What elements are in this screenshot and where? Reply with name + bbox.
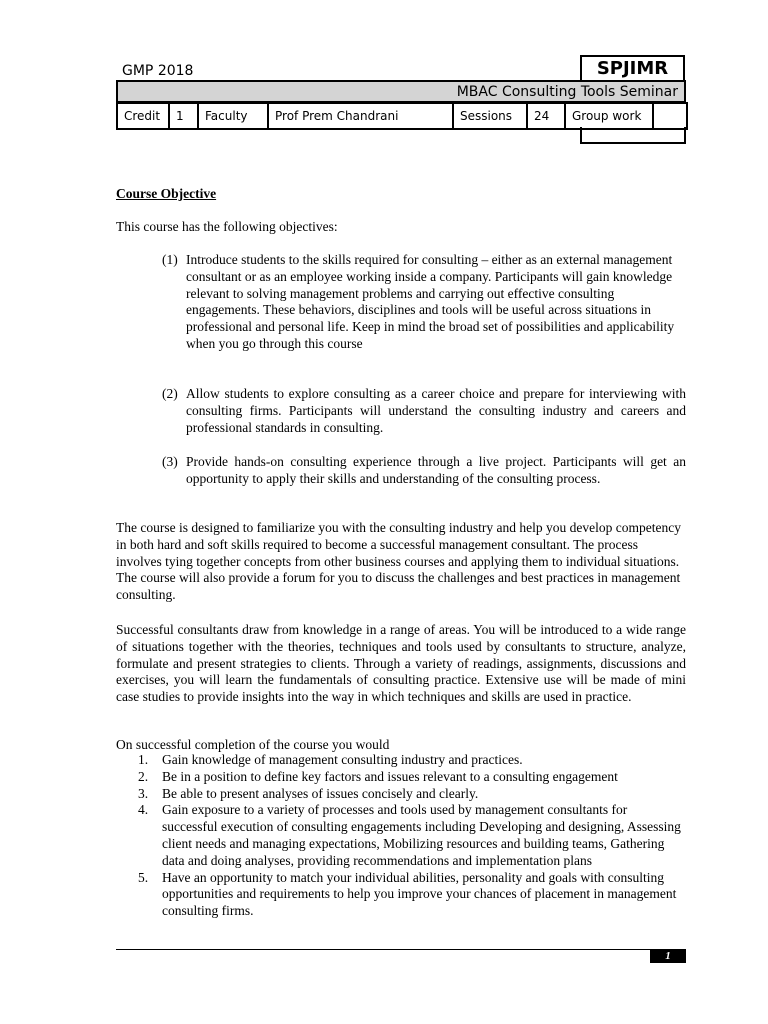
objective-number: (3) bbox=[162, 454, 178, 469]
objective-item bbox=[162, 386, 686, 436]
outcome-text: Be able to present analyses of issues concisely and clearly. bbox=[162, 785, 479, 801]
outcome-text: Gain knowledge of management consulting industry and practices. bbox=[162, 752, 523, 767]
objective-number: (2) bbox=[162, 386, 178, 401]
faculty-label: Faculty bbox=[198, 103, 268, 129]
outcomes-intro: On successful completion of the course you would bbox=[116, 737, 390, 752]
course-title: MBAC Consulting Tools Seminar bbox=[116, 80, 686, 103]
outcome-number: 1. bbox=[138, 752, 149, 767]
outcome-text: Have an opportunity to match your individual abilities, personality and goals with consulting opportunities and requirements to help you improve your chances of placement in management consulting firms. bbox=[162, 869, 677, 919]
outcome-text: Be in a position to define key factors and issues relevant to a consulting engagement bbox=[162, 768, 618, 784]
outcome-number: 4. bbox=[138, 802, 149, 818]
outcomes-list bbox=[138, 752, 686, 920]
objective-text: Introduce students to the skills required for consulting – either as an external management consultant or as an employee working inside a company. Participants will gain knowledge relevant to solving management problems and carrying out effective consulting engagements. These behaviors, disciplines and tools will be useful across situations in professional and personal life. Keep in mind the broad set of possibilities and applicability when you go through this course bbox=[186, 252, 675, 351]
outcome-item bbox=[138, 752, 686, 769]
group-work-value bbox=[653, 103, 687, 129]
objective-text: Allow students to explore consulting as a career choice and prepare for interviewing with consulting firms. Participants will understand the consulting industry and careers and professional standards in consulting. bbox=[186, 386, 686, 435]
faculty-value: Prof Prem Chandrani bbox=[268, 103, 453, 129]
credit-label: Credit bbox=[117, 103, 169, 129]
sessions-label: Sessions bbox=[453, 103, 527, 129]
course-info-row bbox=[117, 103, 687, 129]
course-info-table bbox=[116, 102, 688, 130]
header-tab-box bbox=[580, 127, 686, 144]
brand-logo-text: SPJIMR bbox=[580, 55, 685, 81]
group-work-label: Group work bbox=[565, 103, 653, 129]
outcome-item bbox=[138, 786, 686, 803]
sessions-value: 24 bbox=[527, 103, 565, 129]
section-heading: Course Objective bbox=[116, 186, 217, 201]
course-description-paragraph: The course is designed to familiarize you with the consulting industry and help you develop competency in both hard and soft skills required to become a successful management consultant. The process involves tying together concepts from other business courses and applying them to individual situations. The course will also provide a forum for you to discuss the challenges and best practices in management consulting. bbox=[116, 520, 681, 603]
objective-item bbox=[162, 252, 686, 353]
page-number: 1 bbox=[650, 950, 686, 963]
outcome-item bbox=[138, 802, 686, 869]
consultants-paragraph: Successful consultants draw from knowledge in a range of areas. You will be introduced to a wide range of situations together with the theories, techniques and tools used by consultants to structure, analyze, formulate and present strategies to clients. Through a variety of readings, assignments, discussions and exercises, you will learn the fundamentals of consulting practice. Extensive use will be made of mini case studies to provide insights into the way in which techniques and skills are used in practice. bbox=[116, 622, 686, 705]
objective-text: Provide hands-on consulting experience through a live project. Participants will get an opportunity to apply their skills and understanding of the consulting process. bbox=[186, 454, 686, 486]
outcome-number: 5. bbox=[138, 869, 149, 885]
program-label: GMP 2018 bbox=[122, 63, 194, 79]
objectives-intro: This course has the following objectives: bbox=[116, 219, 338, 234]
outcome-item bbox=[138, 769, 686, 786]
objective-number: (1) bbox=[162, 252, 178, 267]
outcome-number: 2. bbox=[138, 768, 149, 784]
outcome-number: 3. bbox=[138, 785, 149, 801]
outcome-item bbox=[138, 870, 686, 920]
footer-rule bbox=[116, 949, 686, 950]
credit-value: 1 bbox=[169, 103, 198, 129]
outcome-text: Gain exposure to a variety of processes and tools used by management consultants for successful execution of consulting engagements including Developing and designing, Assessing client needs and managing expectations, Mobilizing resources and building teams, Gathering data and doing analyses, providing recommendations and implementation plans bbox=[162, 802, 681, 868]
objective-item bbox=[162, 454, 686, 488]
